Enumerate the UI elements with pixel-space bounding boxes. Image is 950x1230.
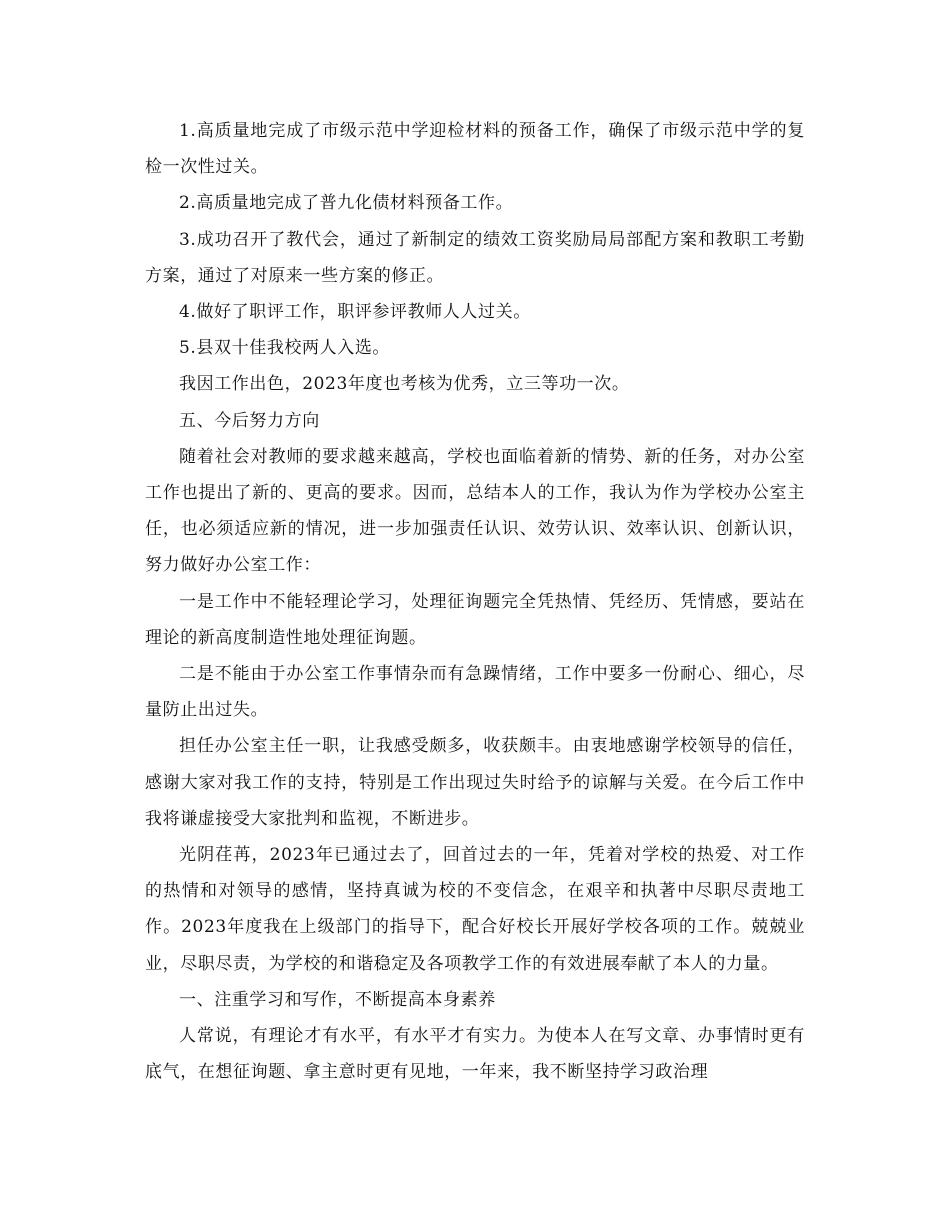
- paragraph-summary: 我因工作出色，2023年度也考核为优秀，立三等功一次。: [179, 374, 630, 395]
- paragraph-thanks: 担任办公室主任一职，让我感受颇多，收获颇丰。由衷地感谢学校领导的信任，感谢大家对我工作的支持，特别是工作出现过失时给予的谅解与关爱。在今后工作中我将谦虚接受大家批判和监视，不断进步。: [145, 736, 805, 829]
- paragraph-study: 人常说，有理论才有水平，有水平才有实力。为使本人在写文章、办事情时更有底气，在想征询题、拿主意时更有见地，一年来，我不断坚持学习政治理: [145, 1026, 805, 1083]
- paragraph-point-two: 二是不能由于办公室工作事情杂而有急躁情绪，工作中要多一份耐心、细心，尽量防止出过失。: [145, 664, 805, 721]
- paragraph-year-review: 光阴荏苒，2023年已通过去了，回首过去的一年，凭着对学校的热爱、对工作的热情和对领导的感情，坚持真诚为校的不变信念，在艰辛和执著中尽职尽责地工作。2023年度我在上级部门的指导下，配合好校长开展好学校各项的工作。兢兢业业，尽职尽责，为学校的和谐稳定及各项教学工作的有效进展奉献了本人的力量。: [145, 845, 805, 974]
- paragraph-item-4: 4.做好了职评工作，职评参评教师人人过关。: [179, 302, 531, 323]
- paragraph-future-intro: 随着社会对教师的要求越来越高，学校也面临着新的情势、新的任务，对办公室工作也提出了新的、更高的要求。因而，总结本人的工作，我认为作为学校办公室主任，也必须适应新的情况，进一步加强责任认识、效劳认识、效率认识、创新认识，努力做好办公室工作：: [145, 446, 805, 576]
- paragraph-item-3: 3.成功召开了教代会，通过了新制定的绩效工资奖励局局部配方案和教职工考勤方案，通过了对原来一些方案的修正。: [145, 229, 805, 286]
- paragraph-item-5: 5.县双十佳我校两人入选。: [179, 338, 391, 359]
- document-body: [145, 113, 805, 1090]
- section-heading-study: 一、注重学习和写作，不断提高本身素养: [179, 989, 496, 1010]
- paragraph-point-one: 一是工作中不能轻理论学习，处理征询题完全凭热情、凭经历、凭情感，要站在理论的新高度制造性地处理征询题。: [145, 591, 805, 648]
- section-heading-future: 五、今后努力方向: [179, 410, 320, 431]
- paragraph-item-2: 2.高质量地完成了普九化债材料预备工作。: [179, 193, 514, 214]
- paragraph-item-1: 1.高质量地完成了市级示范中学迎检材料的预备工作，确保了市级示范中学的复检一次性过关。: [145, 121, 805, 178]
